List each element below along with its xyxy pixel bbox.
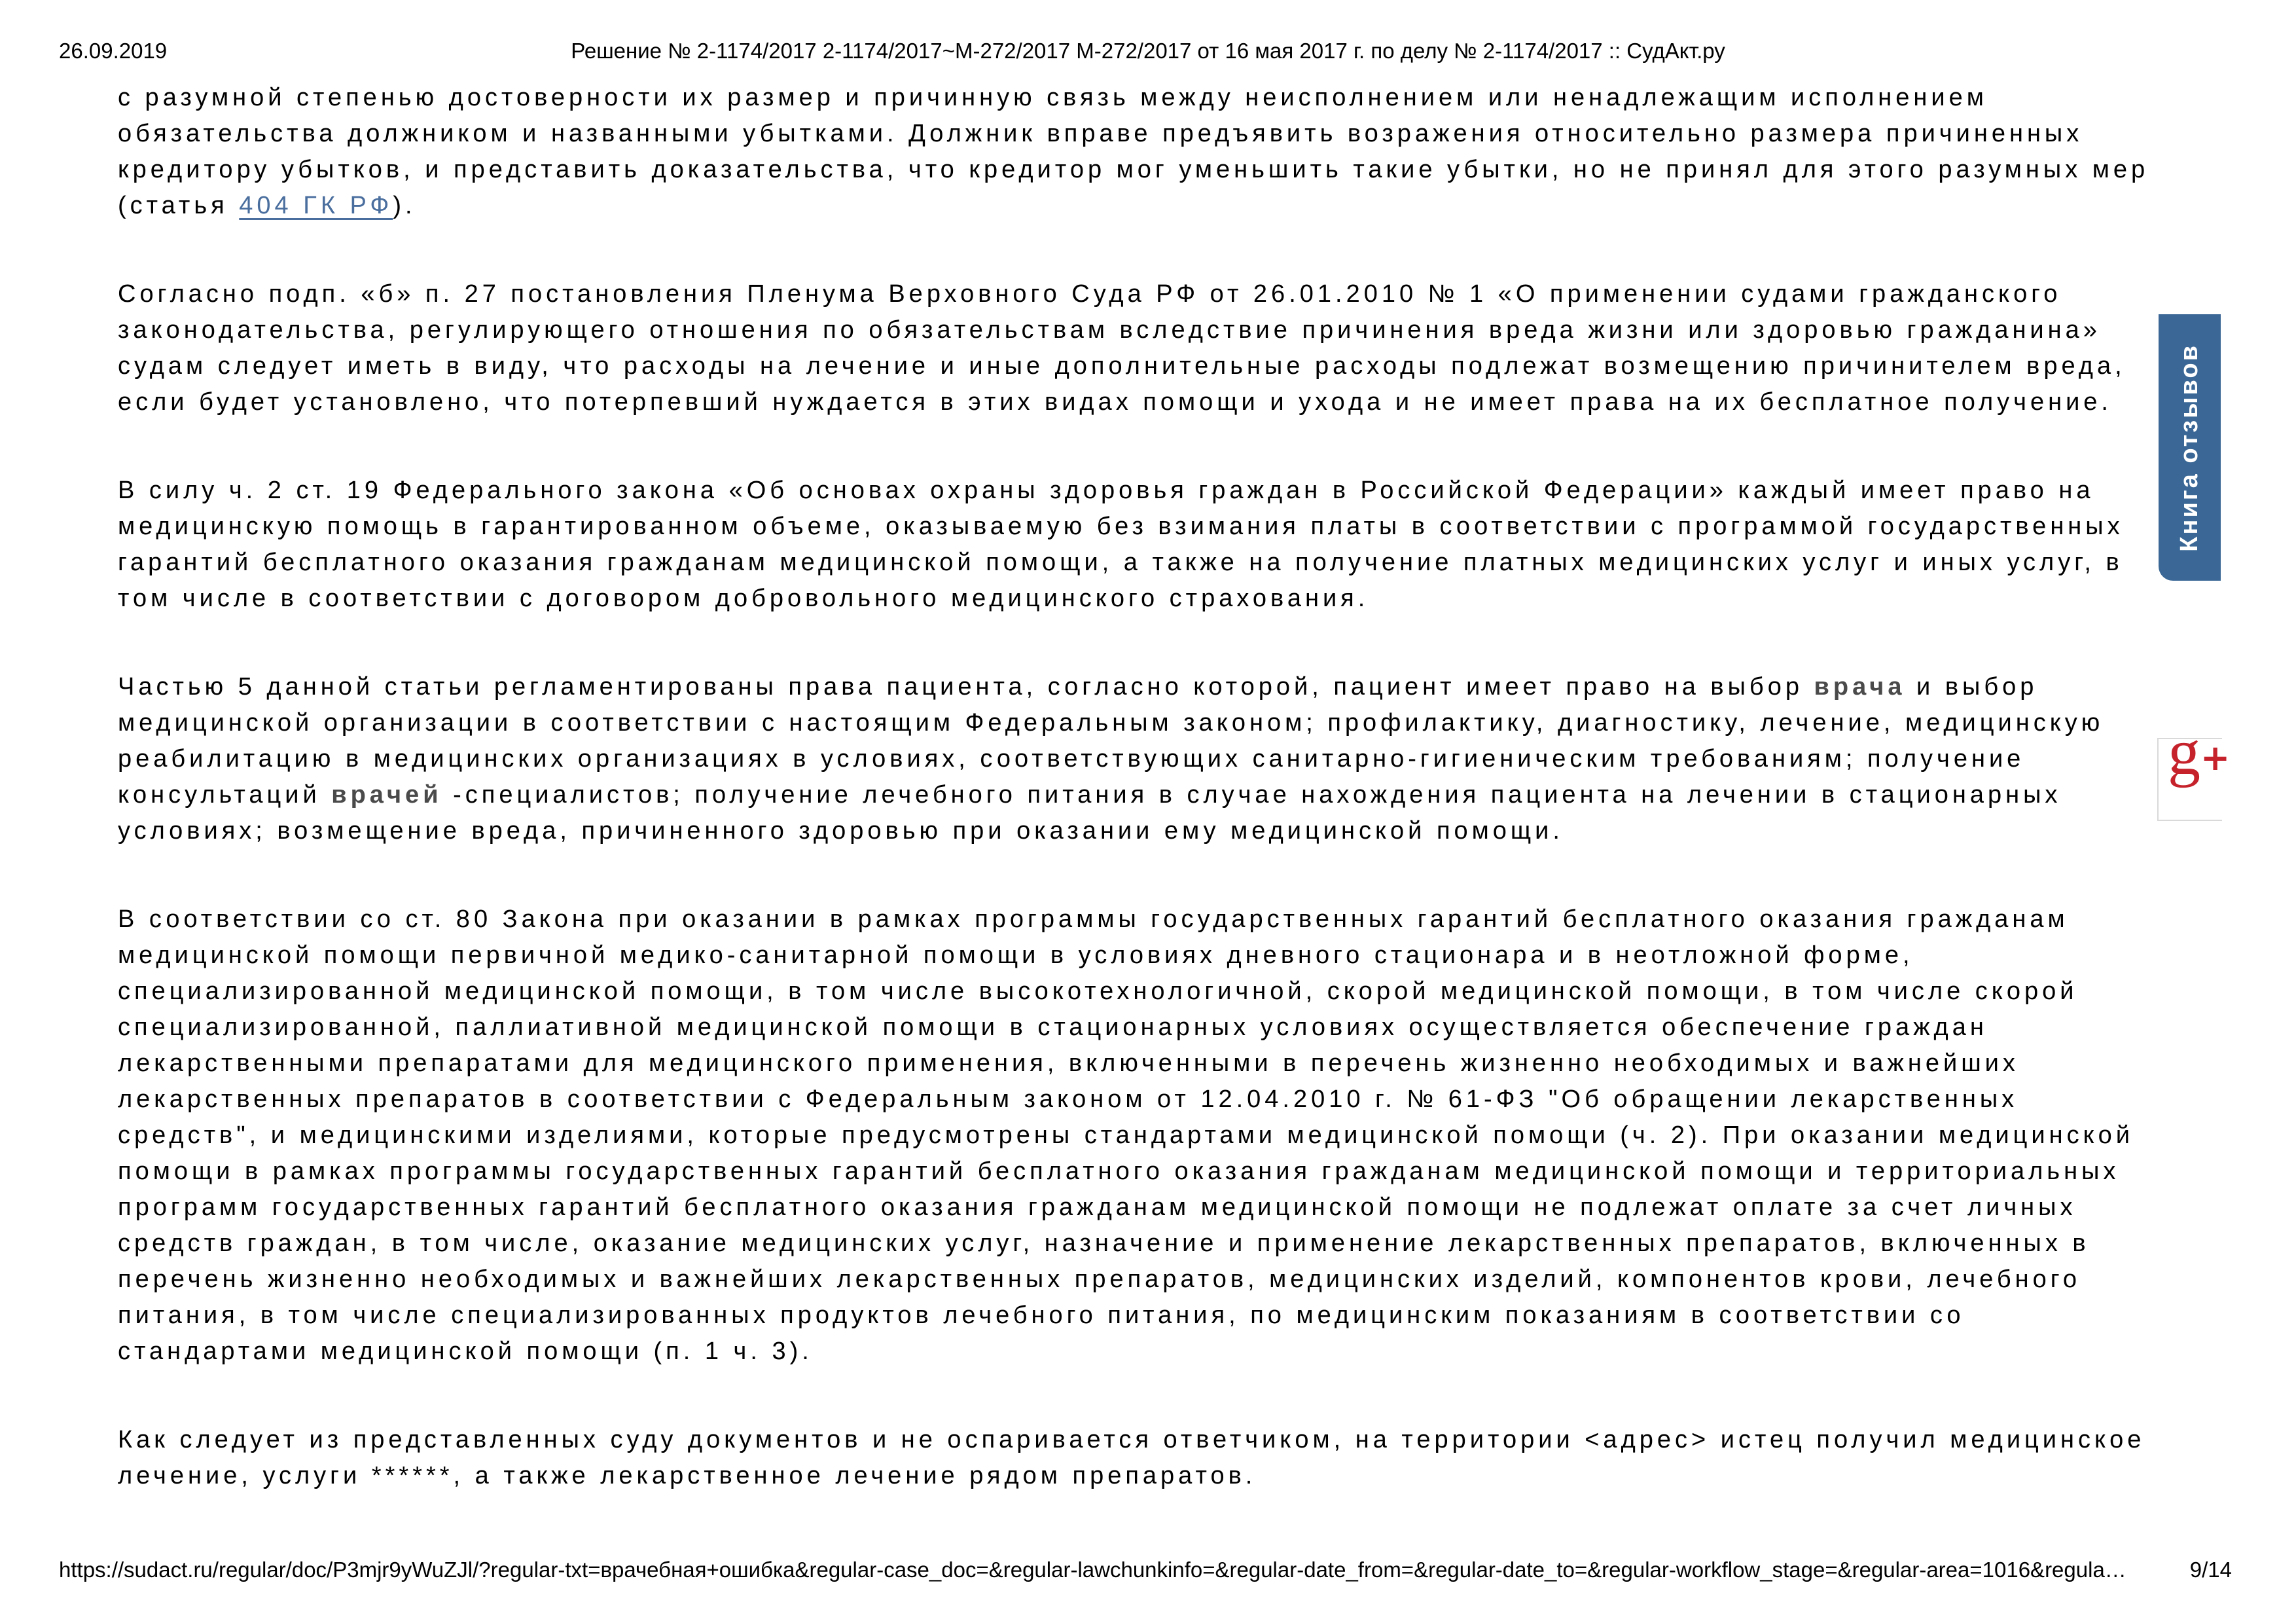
text-run: -специалистов; получение лечебного питания в случае нахождения пациента на лечении в стационарных условиях; возмещение вреда, причиненного здоровью при оказании ему медицинской помощи. [118,781,2062,845]
feedback-book-tab-label: Книга отзывов [2176,343,2203,552]
google-plus-icon-plus: + [2200,737,2231,778]
google-plus-icon: g [2168,716,2200,788]
document-text [118,80,2152,1494]
highlighted-search-term: врачей [331,781,442,809]
text-run: Частью 5 данной статьи регламентированы права пациента, согласно которой, пациент имеет право на выбор [118,673,1814,701]
text-run: В силу ч. 2 ст. 19 Федерального закона «Об основах охраны здоровья граждан в Российской Федерации» каждый имеет право на медицинскую помощь в гарантированном объеме, оказываемую без взимания платы в соответствии с программой государственных гарантий бесплатного оказания гражданам медицинской помощи, а также на получение платных медицинских услуг и иных услуг, в том числе в соответствии с договором добровольного медицинского страхования. [118,477,2124,612]
paragraph [118,276,2152,420]
footer-page-indicator: 9/14 [2189,1558,2232,1582]
law-article-link[interactable]: 404 ГК РФ [239,192,393,219]
highlighted-search-term: врача [1814,673,1906,701]
text-run: с разумной степенью достоверности их размер и причинную связь между неисполнением или ненадлежащим исполнением обязательства должником и названными убытками. Должник вправе предъявить возражения относительно размера причиненных кредитору убытков, и представить доказательства, что кредитор мог уменьшить такие убытки, но не принял для этого разумных мер (статья [118,84,2149,219]
text-run: ). [393,192,416,219]
google-plus-share-button[interactable] [2157,716,2231,821]
paragraph [118,473,2152,617]
text-run: и выбор медицинской организации в соответствии с настоящим Федеральным законом; профилактику, диагностику, лечение, медицинскую реабилитацию в медицинских организациях в условиях, соответствующих санитарно-гигиеническим требованиям; получение консультаций [118,673,2104,809]
text-run: Согласно подп. «б» п. 27 постановления Пленума Верховного Суда РФ от 26.01.2010 № 1 «О применении судами гражданского законодательства, регулирующего отношения по обязательствам вследствие причинения вреда жизни или здоровью гражданина» судам следует иметь в виду, что расходы на лечение и иные дополнительные расходы подлежат возмещению причинителем вреда, если будет установлено, что потерпевший нуждается в этих видах помощи и ухода и не имеет права на их бесплатное получение. [118,280,2126,416]
print-header-date: 26.09.2019 [59,39,168,63]
paragraph [118,1422,2152,1494]
footer-url: https://sudact.ru/regular/doc/P3mjr9yWuZJl/?regular-txt=врачебная+ошибка&regular-case_doc=&regular-lawchunkinfo=&regular-date_from=&regular-date_to=&regular-workflow_stage=&regular-area=1016&regula… [59,1558,2126,1582]
feedback-book-tab[interactable] [2159,314,2221,581]
print-header-title: Решение № 2-1174/2017 2-1174/2017~М-272/2017 М-272/2017 от 16 мая 2017 г. по делу № 2-1174/2017 :: СудАкт.ру [571,39,1725,63]
text-run: Как следует из представленных суду документов и не оспаривается ответчиком, на территории <адрес> истец получил медицинское лечение, услуги ******, а также лекарственное лечение рядом препаратов. [118,1426,2145,1489]
paragraph [118,80,2152,224]
text-run: В соответствии со ст. 80 Закона при оказании в рамках программы государственных гарантий бесплатного оказания гражданам медицинской помощи первичной медико-санитарной помощи в условиях дневного стационара и в неотложной форме, специализированной медицинской помощи, в том числе высокотехнологичной, скорой медицинской помощи, в том числе скорой специализированной, паллиативной медицинской помощи в стационарных условиях осуществляется обеспечение граждан лекарственными препаратами для медицинского применения, включенными в перечень жизненно необходимых и важнейших лекарственных препаратов в соответствии с Федеральным законом от 12.04.2010 г. № 61-ФЗ "Об обращении лекарственных средств", и медицинскими изделиями, которые предусмотрены стандартами медицинской помощи (ч. 2). При оказании медицинской помощи в рамках программы государственных гарантий бесплатного оказания гражданам медицинской помощи и территориальных программ государственных гарантий бесплатного оказания гражданам медицинской помощи не подлежат оплате за счет личных средств граждан, в том числе, оказание медицинских услуг, назначение и применение лекарственных препаратов, включенных в перечень жизненно необходимых и важнейших лекарственных препаратов, медицинских изделий, компонентов крови, лечебного питания, в том числе специализированных продуктов лечебного питания, по медицинским показаниям в соответствии со стандартами медицинской помощи (п. 1 ч. 3). [118,905,2134,1365]
paragraph [118,669,2152,849]
paragraph [118,902,2152,1370]
